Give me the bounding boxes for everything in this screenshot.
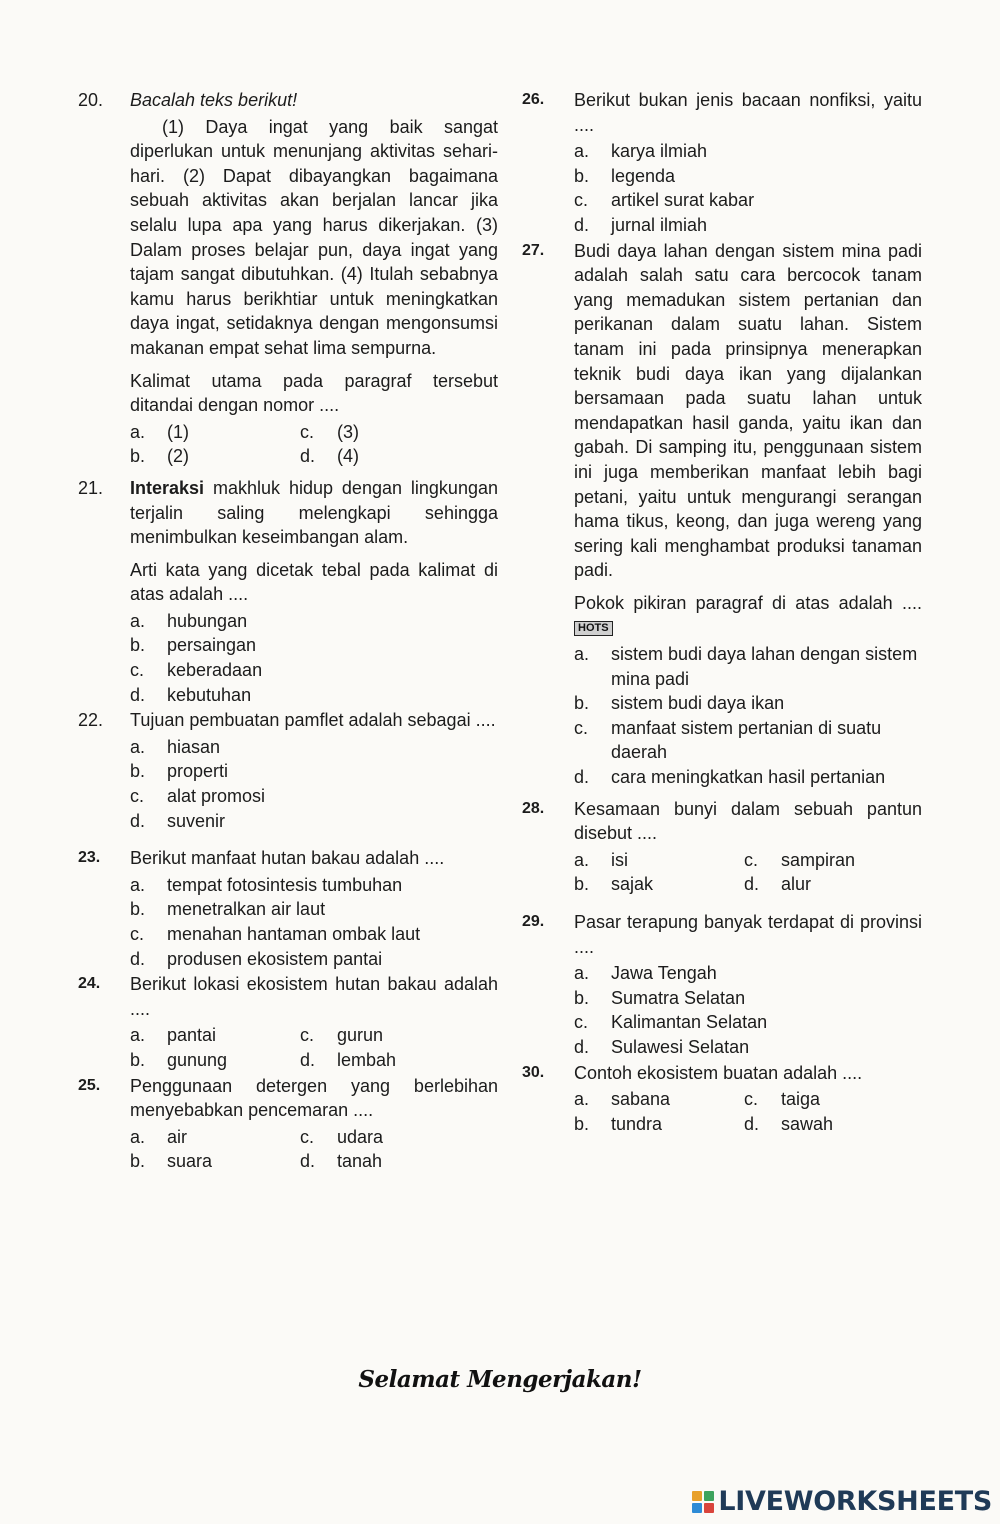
question-28 <box>522 797 922 897</box>
option-text: artikel surat kabar <box>611 190 755 211</box>
question-27 <box>522 239 922 790</box>
option-label: c. <box>574 717 589 738</box>
answer-option[interactable] <box>130 1048 300 1073</box>
question-number: 20. <box>78 90 104 110</box>
answer-option[interactable] <box>130 809 498 834</box>
option-label: a. <box>130 421 146 442</box>
option-text: sajak <box>611 874 654 895</box>
option-label: d. <box>300 1151 316 1172</box>
option-label: c. <box>130 924 145 944</box>
option-text: tundra <box>611 1113 663 1134</box>
option-text: Sulawesi Selatan <box>611 1036 750 1057</box>
option-text: Jawa Tengah <box>611 963 717 984</box>
question-24 <box>78 972 498 1072</box>
option-label: b. <box>574 693 590 714</box>
answer-option[interactable] <box>130 444 300 469</box>
option-label: b. <box>130 761 146 782</box>
option-text: cara meningkatkan hasil pertanian <box>611 767 886 788</box>
question-text: Pokok pikiran paragraf di atas adalah .... <box>574 592 922 613</box>
question-number: 27. <box>522 241 545 259</box>
answer-option[interactable] <box>574 164 922 189</box>
answer-option[interactable] <box>574 961 922 986</box>
answer-options <box>130 1023 498 1072</box>
answer-option[interactable] <box>574 691 922 716</box>
option-label: d. <box>744 874 760 895</box>
question-sentence: makhluk hidup dengan lingkungan terjalin saling melengkapi sehingga menimbulkan keseimbangan alam. <box>130 477 498 548</box>
option-text: suara <box>167 1151 213 1172</box>
option-label: d. <box>130 684 146 705</box>
option-label: a. <box>130 874 146 895</box>
answer-option[interactable] <box>130 759 498 784</box>
answer-option[interactable] <box>744 1112 924 1137</box>
question-20 <box>78 88 498 469</box>
liveworksheets-logo[interactable] <box>692 1486 992 1517</box>
option-label: c. <box>574 190 589 211</box>
option-text: alat promosi <box>167 786 266 807</box>
option-text: hiasan <box>167 736 221 757</box>
option-text: gunung <box>167 1049 228 1070</box>
option-label: a. <box>574 644 590 665</box>
answer-option[interactable] <box>300 1048 480 1073</box>
option-label: c. <box>744 849 759 870</box>
answer-option[interactable] <box>300 1125 480 1150</box>
answer-option[interactable] <box>744 1087 924 1112</box>
option-text: sistem budi daya ikan <box>611 693 785 714</box>
answer-option[interactable] <box>574 872 744 897</box>
option-text: (3) <box>337 421 359 442</box>
option-text: sabana <box>611 1089 671 1110</box>
question-number: 24. <box>78 975 101 993</box>
answer-option[interactable] <box>130 735 498 760</box>
option-label: b. <box>574 165 590 186</box>
option-label: a. <box>130 1126 146 1147</box>
option-label: a. <box>574 963 590 984</box>
option-label: b. <box>130 446 146 467</box>
option-label: c. <box>744 1089 759 1110</box>
left-column <box>78 88 498 1175</box>
question-21 <box>78 476 498 707</box>
option-label: b. <box>130 899 146 920</box>
question-number: 25. <box>78 1076 101 1094</box>
answer-option[interactable] <box>130 1149 300 1174</box>
answer-option[interactable] <box>574 716 922 765</box>
answer-option[interactable] <box>574 1112 744 1137</box>
option-label: a. <box>574 141 590 162</box>
question-number: 21. <box>78 477 104 498</box>
option-label: b. <box>574 1113 590 1134</box>
question-text: Contoh ekosistem buatan adalah .... <box>574 1062 863 1083</box>
question-number: 26. <box>522 91 545 108</box>
answer-option[interactable] <box>130 683 498 708</box>
answer-option[interactable] <box>574 986 922 1011</box>
option-label: b. <box>130 1049 146 1070</box>
answer-option[interactable] <box>130 873 498 898</box>
option-label: c. <box>130 786 145 807</box>
answer-option[interactable] <box>130 784 498 809</box>
question-number: 22. <box>78 710 104 731</box>
question-instruction: Bacalah teks berikut! <box>130 90 298 110</box>
question-text <box>130 476 498 550</box>
hots-badge: HOTS <box>574 621 613 636</box>
option-label: d. <box>130 948 146 969</box>
question-22 <box>78 708 498 833</box>
option-text: kebutuhan <box>167 684 252 705</box>
answer-option[interactable] <box>300 420 480 445</box>
option-text: tempat fotosintesis tumbuhan <box>167 874 403 895</box>
option-text: (2) <box>167 446 189 467</box>
answer-option[interactable] <box>300 444 480 469</box>
answer-options <box>574 961 922 1059</box>
option-label: b. <box>130 1151 146 1172</box>
question-prompt <box>574 591 922 640</box>
option-text: sampiran <box>781 849 856 870</box>
answer-option[interactable] <box>130 658 498 683</box>
option-label: c. <box>130 660 145 681</box>
answer-option[interactable] <box>574 213 922 238</box>
question-26 <box>522 88 922 238</box>
question-23 <box>78 846 498 971</box>
answer-options <box>574 642 922 790</box>
option-text: suvenir <box>167 810 226 831</box>
logo-grid-icon <box>692 1491 714 1513</box>
closing-message: Selamat Mengerjakan! <box>358 1366 642 1393</box>
question-text: Tujuan pembuatan pamflet adalah sebagai .... <box>130 710 496 731</box>
option-text: isi <box>611 849 628 870</box>
answer-option[interactable] <box>574 642 922 691</box>
option-text: lembah <box>337 1049 397 1070</box>
option-label: d. <box>574 1036 590 1057</box>
answer-options <box>574 1087 922 1136</box>
option-text: (1) <box>167 421 189 442</box>
question-number: 23. <box>78 849 101 867</box>
option-text: persaingan <box>167 635 257 656</box>
question-number: 28. <box>522 799 545 817</box>
answer-option[interactable] <box>130 1125 300 1150</box>
question-text: Kesamaan bunyi dalam sebuah pantun disebut .... <box>574 798 922 844</box>
option-text: tanah <box>337 1151 383 1172</box>
option-text: taiga <box>781 1089 821 1110</box>
option-label: c. <box>300 1025 315 1046</box>
option-label: b. <box>130 635 146 656</box>
question-text: Berikut lokasi ekosistem hutan bakau adalah .... <box>130 974 498 1019</box>
answer-option[interactable] <box>300 1149 480 1174</box>
option-text: karya ilmiah <box>611 141 708 162</box>
option-label: a. <box>130 736 146 757</box>
answer-option[interactable] <box>574 139 922 164</box>
option-label: c. <box>574 1012 589 1033</box>
answer-option[interactable] <box>130 609 498 634</box>
question-number: 30. <box>522 1063 545 1081</box>
answer-option[interactable] <box>130 1023 300 1048</box>
option-label: a. <box>574 849 590 870</box>
answer-option[interactable] <box>574 1035 922 1060</box>
option-label: d. <box>744 1113 760 1134</box>
question-25 <box>78 1074 498 1174</box>
option-text: sawah <box>781 1113 834 1134</box>
question-text: Berikut manfaat hutan bakau adalah .... <box>130 848 445 869</box>
answer-options <box>574 139 922 237</box>
reading-passage: Budi daya lahan dengan sistem mina padi adalah salah satu cara bercocok tanam yang memadukan sistem pertanian dan perikanan dalam suatu lahan. Sistem tanam ini pada prinsipnya menerapkan teknik budi daya ikan yang dijalankan bersamaan pada suatu lahan untuk mendapatkan hasil ganda, yaitu ikan dan gabah. Di samping itu, penggunaan sistem ini juga memberikan manfaat lebih bagi petani, yaitu untuk mengurangi serangan hama tikus, keong, dan juga wereng yang sering kali menghambat produksi tanaman padi. <box>574 240 922 581</box>
option-text: manfaat sistem pertanian di suatu daerah <box>611 717 882 763</box>
option-text: Kalimantan Selatan <box>611 1012 768 1033</box>
option-text: sistem budi daya lahan dengan sistem mina padi <box>611 644 918 689</box>
answer-option[interactable] <box>574 765 922 790</box>
option-text: menahan hantaman ombak laut <box>167 924 421 944</box>
option-label: d. <box>300 1049 316 1070</box>
answer-options <box>130 1125 498 1174</box>
option-text: air <box>167 1126 188 1147</box>
question-number: 29. <box>522 913 545 930</box>
question-prompt: Arti kata yang dicetak tebal pada kalimat di atas adalah .... <box>130 559 498 605</box>
answer-option[interactable] <box>300 1023 480 1048</box>
answer-options <box>574 848 922 897</box>
option-label: a. <box>130 610 146 631</box>
answer-option[interactable] <box>574 1087 744 1112</box>
option-label: a. <box>130 1025 146 1046</box>
option-text: alur <box>781 874 812 895</box>
logo-text: LIVEWORKSHEETS <box>718 1486 992 1517</box>
answer-option[interactable] <box>130 922 498 947</box>
answer-options <box>130 420 498 469</box>
question-text: Kalimat utama pada paragraf tersebut ditandai dengan nomor .... <box>130 370 498 416</box>
reading-passage: (1) Daya ingat yang baik sangat diperlukan untuk menunjang aktivitas sehari-hari. (2) Dapat dibayangkan bagaimana sebuah aktivitas akan berjalan lancar jika selalu lupa apa yang harus dikerjakan. (3) Dalam proses belajar pun, daya ingat yang tajam sangat dibutuhkan. (4) Itulah sebabnya kamu harus berikhtiar untuk meningkatkan daya ingat, setidaknya dengan mengonsumsi makanan empat sehat lima sempurna. <box>130 116 498 358</box>
answer-options <box>130 735 498 833</box>
option-text: produsen ekosistem pantai <box>167 948 383 969</box>
option-text: (4) <box>337 446 359 467</box>
option-text: gurun <box>337 1025 384 1046</box>
option-text: legenda <box>611 165 676 186</box>
option-text: menetralkan air laut <box>167 899 326 920</box>
answer-options <box>130 609 498 707</box>
question-text: Pasar terapung banyak terdapat di provinsi .... <box>574 912 922 957</box>
answer-option[interactable] <box>130 633 498 658</box>
option-label: d. <box>574 767 590 788</box>
option-text: pantai <box>167 1025 217 1046</box>
option-text: Sumatra Selatan <box>611 987 746 1008</box>
answer-option[interactable] <box>130 897 498 922</box>
question-text: Berikut bukan jenis bacaan nonfiksi, yaitu .... <box>574 90 922 135</box>
question-text: Penggunaan detergen yang berlebihan menyebabkan pencemaran .... <box>130 1075 498 1121</box>
option-label: d. <box>130 810 146 831</box>
option-text: hubungan <box>167 610 248 631</box>
option-label: d. <box>574 214 590 235</box>
answer-options <box>130 873 498 971</box>
question-30 <box>522 1061 922 1137</box>
answer-option[interactable] <box>744 872 924 897</box>
bold-word: Interaksi <box>130 477 205 498</box>
option-label: a. <box>574 1089 590 1110</box>
option-text: keberadaan <box>167 660 263 681</box>
option-text: jurnal ilmiah <box>611 214 708 235</box>
answer-option[interactable] <box>574 188 922 213</box>
option-label: b. <box>574 874 590 895</box>
question-29 <box>522 910 922 1060</box>
answer-option[interactable] <box>574 848 744 873</box>
option-label: b. <box>574 987 590 1008</box>
answer-option[interactable] <box>574 1010 922 1035</box>
option-text: udara <box>337 1126 384 1147</box>
option-text: properti <box>167 761 229 782</box>
answer-option[interactable] <box>744 848 924 873</box>
right-column <box>522 88 922 1137</box>
option-label: d. <box>300 446 316 467</box>
option-label: c. <box>300 1126 315 1147</box>
answer-option[interactable] <box>130 420 300 445</box>
option-label: c. <box>300 421 315 442</box>
answer-option[interactable] <box>130 947 498 972</box>
